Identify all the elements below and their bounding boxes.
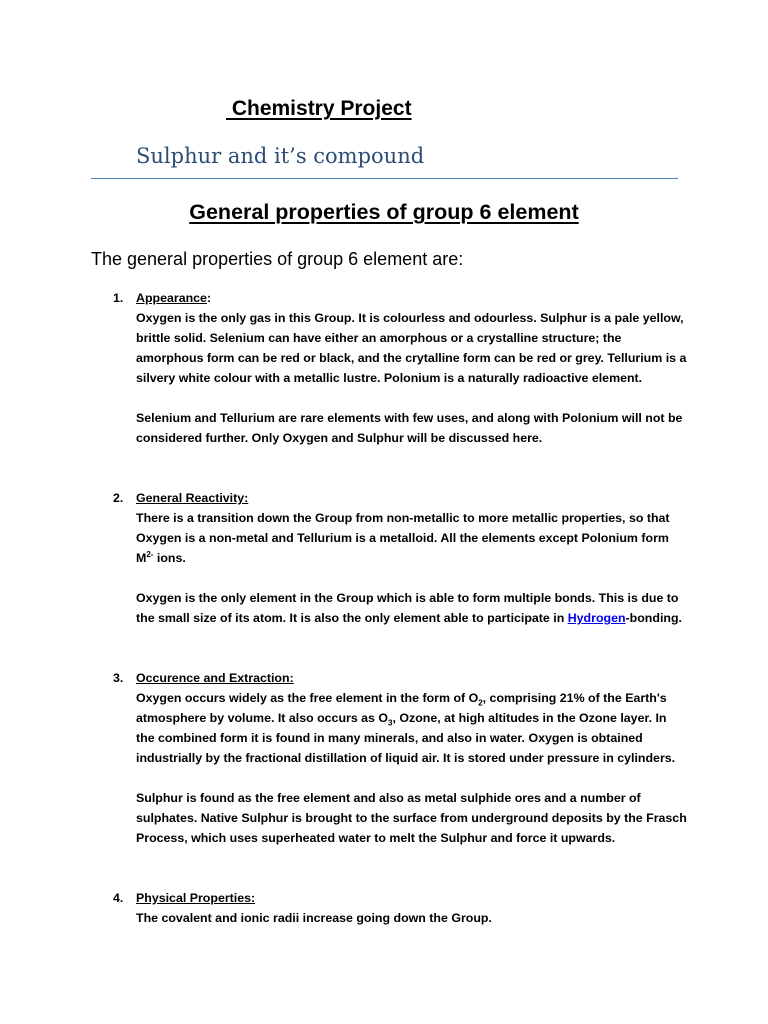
item-paragraph: Selenium and Tellurium are rare elements with few uses, and along with Polonium will not be considered further. Only Oxygen and Sulphur will be discussed here. — [136, 411, 683, 445]
item-label: General Reactivity: — [136, 491, 249, 505]
item-label: Occurence and Extraction: — [136, 671, 294, 685]
list-number: 1. — [113, 291, 124, 305]
list-number: 4. — [113, 891, 124, 905]
item-label-suffix: : — [206, 291, 212, 305]
list-number: 2. — [113, 491, 124, 505]
item-paragraph: The covalent and ionic radii increase going down the Group. — [136, 911, 492, 925]
list-number: 3. — [113, 671, 124, 685]
subscript: 2 — [478, 698, 483, 708]
item-paragraph: Sulphur is found as the free element and also as metal sulphide ores and a number of sulphates. Native Sulphur is brought to the surface from underground deposits by the Frasch Process, which uses superheated water to melt the Sulphur and force it upwards. — [136, 791, 687, 845]
intro-text: The general properties of group 6 element are: — [91, 249, 464, 269]
document-title: Chemistry Project — [226, 97, 412, 120]
hydrogen-link[interactable]: Hydrogen — [567, 611, 626, 625]
item-paragraph: Oxygen is the only element in the Group which is able to form multiple bonds. This is due to the small size of its atom. It is also the only element able to participate in Hydrogen-bonding. — [136, 591, 682, 625]
item-paragraph: Oxygen is the only gas in this Group. It is colourless and odourless. Sulphur is a pale yellow, brittle solid. Selenium can have either an amorphous or a crystalline structure; the amorphous form can be red or black, and the crytalline form can be red or grey. Tellurium is a silvery white colour with a metallic lustre. Polonium is a naturally radioactive element. — [136, 311, 687, 385]
item-paragraph: There is a transition down the Group from non-metallic to more metallic properties, so that Oxygen is a non-metal and Tellurium is a metalloid. All the elements except Polonium form $M^{2-}$ ions. — [136, 511, 670, 565]
superscript: 2- — [146, 549, 154, 559]
item-label: Appearance — [136, 291, 207, 305]
item-paragraph: Oxygen occurs widely as the free element in the form of $O_2$, comprising 21% of the Earth's atmosphere by volume. It also occurs as $O_3$, Ozone, at high altitudes in the Ozone layer. In the combined form it is found in many minerals, and also in water. Oxygen is obtained industrially by the fractional distillation of liquid air. It is stored under pressure in cylinders. — [136, 691, 676, 765]
section-heading: General properties of group 6 element — [189, 200, 579, 224]
divider-line — [91, 178, 678, 179]
subscript: 3 — [388, 718, 393, 728]
item-label: Physical Properties: — [136, 891, 256, 905]
document-subtitle: Sulphur and it’s compound — [136, 144, 425, 168]
